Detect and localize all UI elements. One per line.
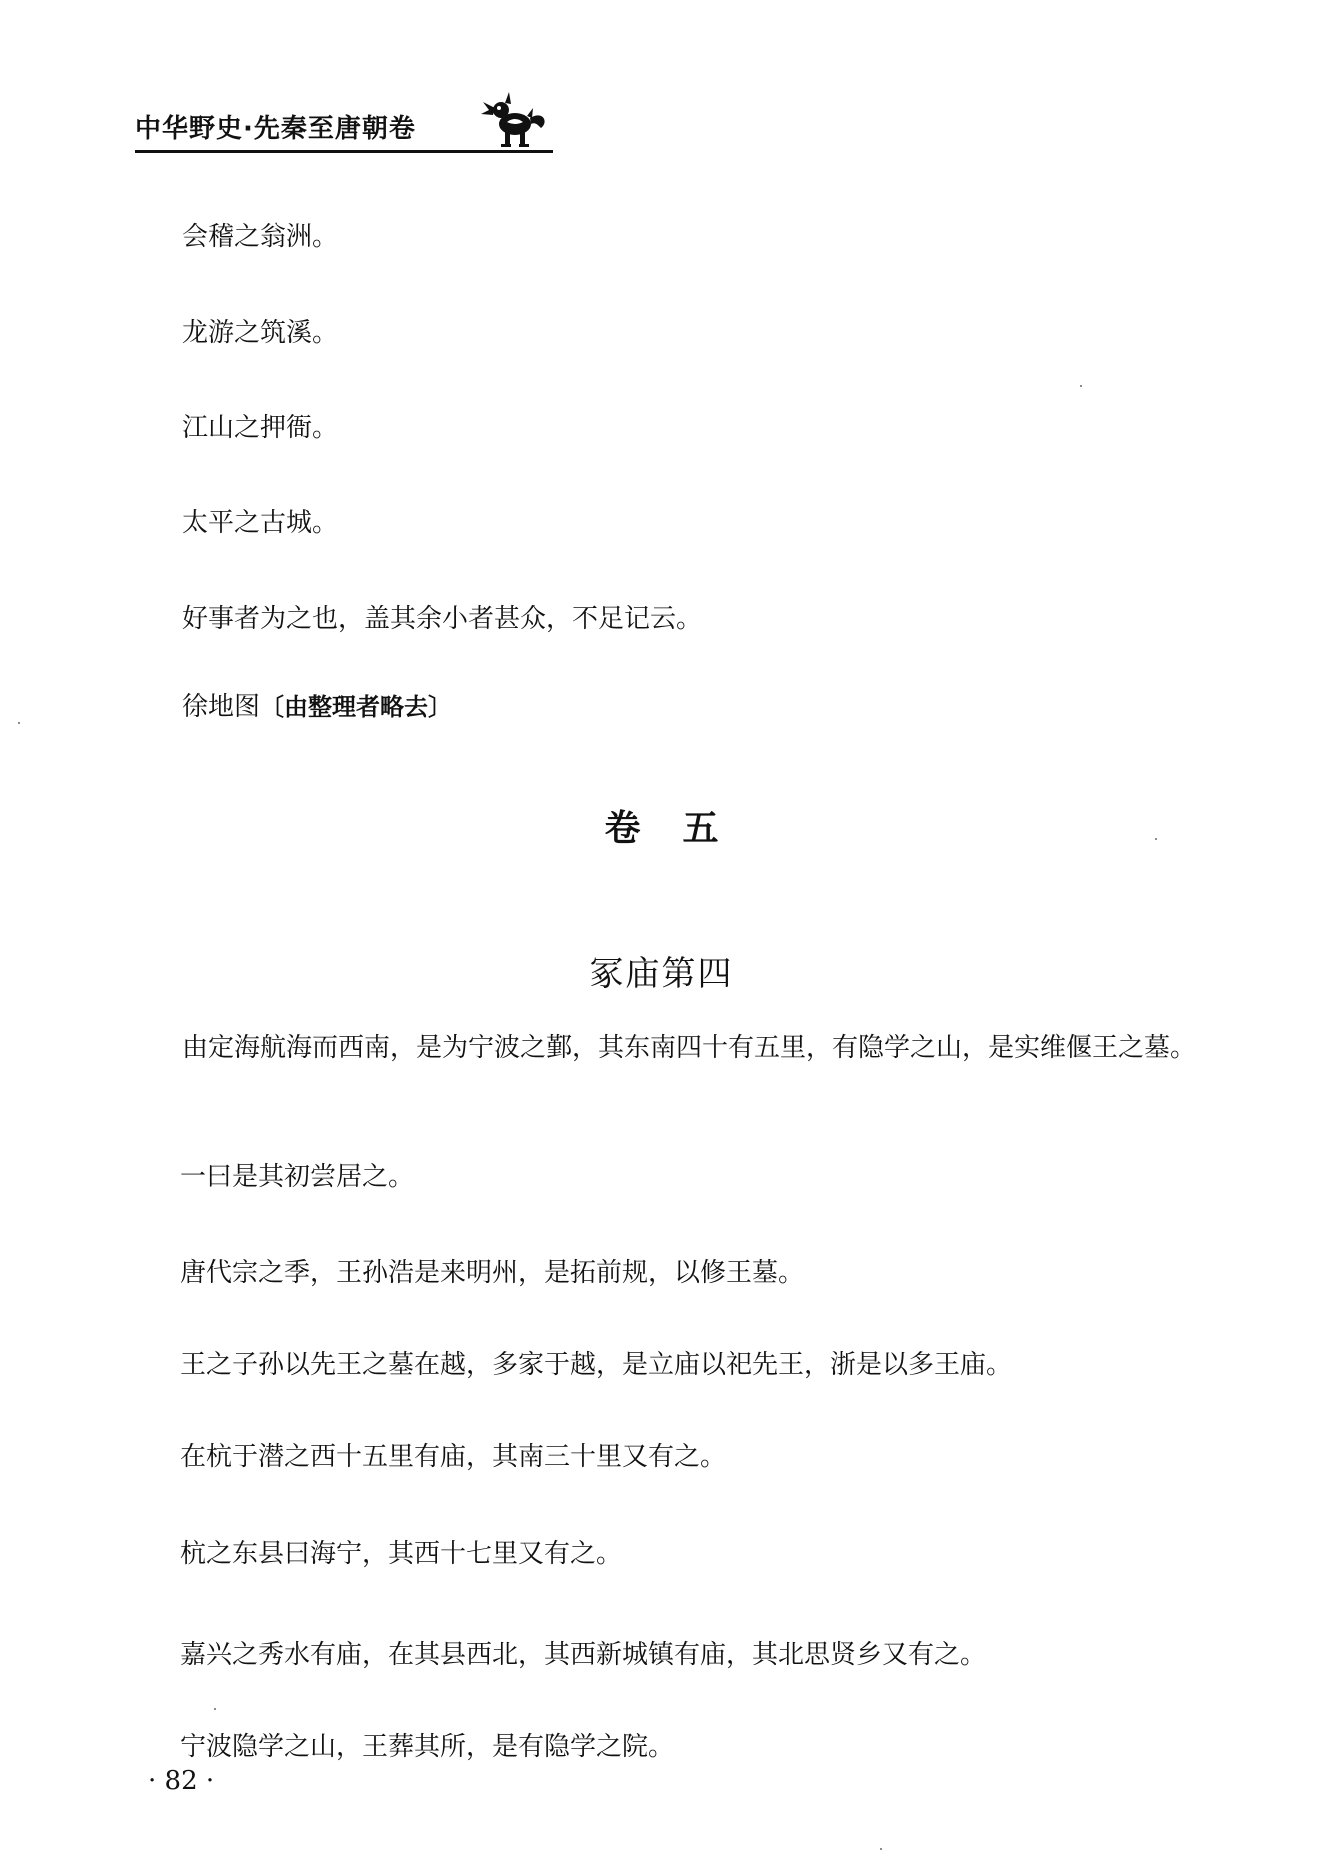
dragon-emblem-icon xyxy=(475,88,553,154)
text-line: 太平之古城。 xyxy=(182,508,339,538)
first-paragraph: 由定海航海而西南，是为宁波之鄞，其东南四十有五里，有隐学之山，是实维偃王之墓。 xyxy=(182,1033,1197,1063)
scan-speck xyxy=(1155,838,1157,840)
text-line: 龙游之筑溪。 xyxy=(182,318,339,348)
editor-note: 〔由整理者略去〕 xyxy=(260,692,453,721)
header-rule xyxy=(135,150,553,153)
scan-speck xyxy=(214,1708,216,1710)
text-line: 会稽之翁洲。 xyxy=(182,222,339,252)
scan-speck xyxy=(880,1848,882,1850)
running-header xyxy=(135,88,553,154)
text-line: 江山之押衙。 xyxy=(182,413,339,443)
scan-speck xyxy=(18,722,20,724)
header-title: 中华野史·先秦至唐朝卷 xyxy=(135,114,416,144)
text-line: 杭之东县曰海宁，其西十七里又有之。 xyxy=(180,1539,623,1569)
text-line: 唐代宗之季，王孙浩是来明州，是拓前规，以修王墓。 xyxy=(180,1258,805,1288)
page-number: · 82 · xyxy=(148,1766,215,1796)
text-line: 嘉兴之秀水有庙，在其县西北，其西新城镇有庙，其北思贤乡又有之。 xyxy=(180,1640,987,1670)
section-heading: 冢庙第四 xyxy=(589,954,734,994)
text-line: 王之子孙以先王之墓在越，多家于越，是立庙以祀先王，浙是以多王庙。 xyxy=(180,1350,1013,1380)
text-line: 一曰是其初尝居之。 xyxy=(180,1162,415,1192)
text-line: 好事者为之也，盖其余小者甚众，不足记云。 xyxy=(182,604,703,634)
volume-heading: 卷五 xyxy=(604,808,761,849)
scan-speck xyxy=(1080,385,1082,387)
map-line xyxy=(182,690,452,724)
text-line: 在杭于潜之西十五里有庙，其南三十里又有之。 xyxy=(180,1442,727,1472)
text-line: 宁波隐学之山，王葬其所，是有隐学之院。 xyxy=(180,1732,675,1762)
map-line-text: 徐地图 xyxy=(182,692,261,722)
